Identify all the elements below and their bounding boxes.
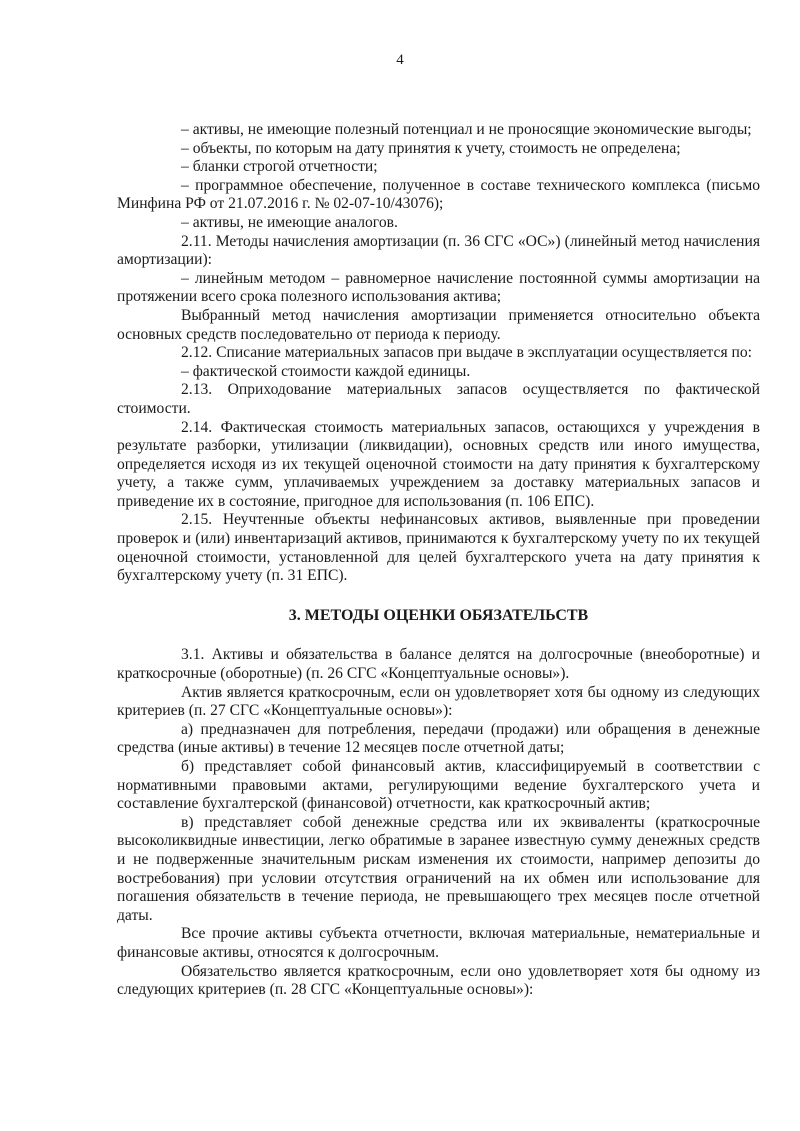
- paragraph: Все прочие активы субъекта отчетности, включая материальные, нематериальные и финансовые активы, относятся к долгосрочным.: [117, 925, 760, 961]
- paragraph: – активы, не имеющие аналогов.: [181, 213, 398, 231]
- paragraph: – активы, не имеющие полезный потенциал и не проносящие экономические выгоды;: [181, 121, 752, 138]
- paragraph: а) предназначен для потребления, передачи (продажи) или обращения в денежные средства (иные активы) в течение 12 месяцев после отчетной даты;: [117, 720, 760, 757]
- paragraph: – объекты, по которым на дату принятия к учету, стоимость не определена;: [181, 139, 681, 157]
- paragraph: – фактической стоимости каждой единицы.: [181, 362, 471, 380]
- paragraph: 2.15. Неучтенные объекты нефинансовых активов, выявленные при проведении проверок и (или) инвентаризаций активов, принимаются к бухгалтерскому учету по их текущей оценочной стоимости, установленной для целей бухгалтерского учета на дату принятия к бухгалтерскому учету (п. 31 ЕПС).: [117, 511, 760, 585]
- paragraph: 2.11. Методы начисления амортизации (п. 36 СГС «ОС») (линейный метод начисления амортизации):: [117, 232, 760, 269]
- paragraph: 2.13. Оприходование материальных запасов осуществляется по фактической стоимости.: [117, 381, 760, 417]
- paragraph: – программное обеспечение, полученное в составе технического комплекса (письмо Минфина РФ от 21.07.2016 г. № 02-07-10/43076);: [117, 176, 760, 213]
- paragraph: 2.12. Списание материальных запасов при выдаче в эксплуатации осуществляется по:: [181, 344, 752, 362]
- paragraph: Обязательство является краткосрочным, если оно удовлетворяет хотя бы одному из следующих критериев (п. 28 СГС «Концептуальные основы»):: [117, 962, 760, 999]
- paragraph: – линейным методом – равномерное начисление постоянной суммы амортизации на протяжении всего срока полезного использования актива;: [117, 269, 760, 306]
- paragraph: 3.1. Активы и обязательства в балансе делятся на долгосрочные (внеоборотные) и краткосрочные (оборотные) (п. 26 СГС «Концептуальные основы»).: [117, 646, 760, 683]
- paragraph: Выбранный метод начисления амортизации применяется относительно объекта основных средств последовательно от периода к периоду.: [117, 306, 760, 343]
- paragraph: б) представляет собой финансовый актив, классифицируемый в соответствии с нормативными правовыми актами, регулирующими ведение бухгалтерского учета и составление бухгалтерской (финансовой) отчетности, как краткосрочный актив;: [117, 758, 760, 813]
- paragraph: – бланки строгой отчетности;: [181, 158, 378, 176]
- page-number: 4: [396, 52, 404, 68]
- paragraph: в) представляет собой денежные средства или их эквиваленты (краткосрочные высоколиквидные инвестиции, легко обратимые в заранее известную сумму денежных средств и не подверженные значительным рискам изменения их стоимости, например депозиты до востребования) при условии отсутствия ограничений на их обмен или использование для погашения обязательств в течение периода, не превышающего трех месяцев после отчетной даты.: [117, 813, 760, 924]
- paragraph: Актив является краткосрочным, если он удовлетворяет хотя бы одному из следующих критериев (п. 27 СГС «Концептуальные основы»):: [117, 683, 760, 720]
- paragraph: 2.14. Фактическая стоимость материальных запасов, остающихся у учреждения в результате разборки, утилизации (ликвидации), основных средств или иного имущества, определяется исходя из их текущей оценочной стоимости на дату принятия к бухгалтерскому учету, а также сумм, уплачиваемых учреждением за доставку материальных запасов и приведение их в состояние, пригодное для использования (п. 106 ЕПС).: [117, 418, 760, 510]
- section-heading: 3. МЕТОДЫ ОЦЕНКИ ОБЯЗАТЕЛЬСТВ: [288, 606, 589, 624]
- document-body: [117, 121, 760, 1000]
